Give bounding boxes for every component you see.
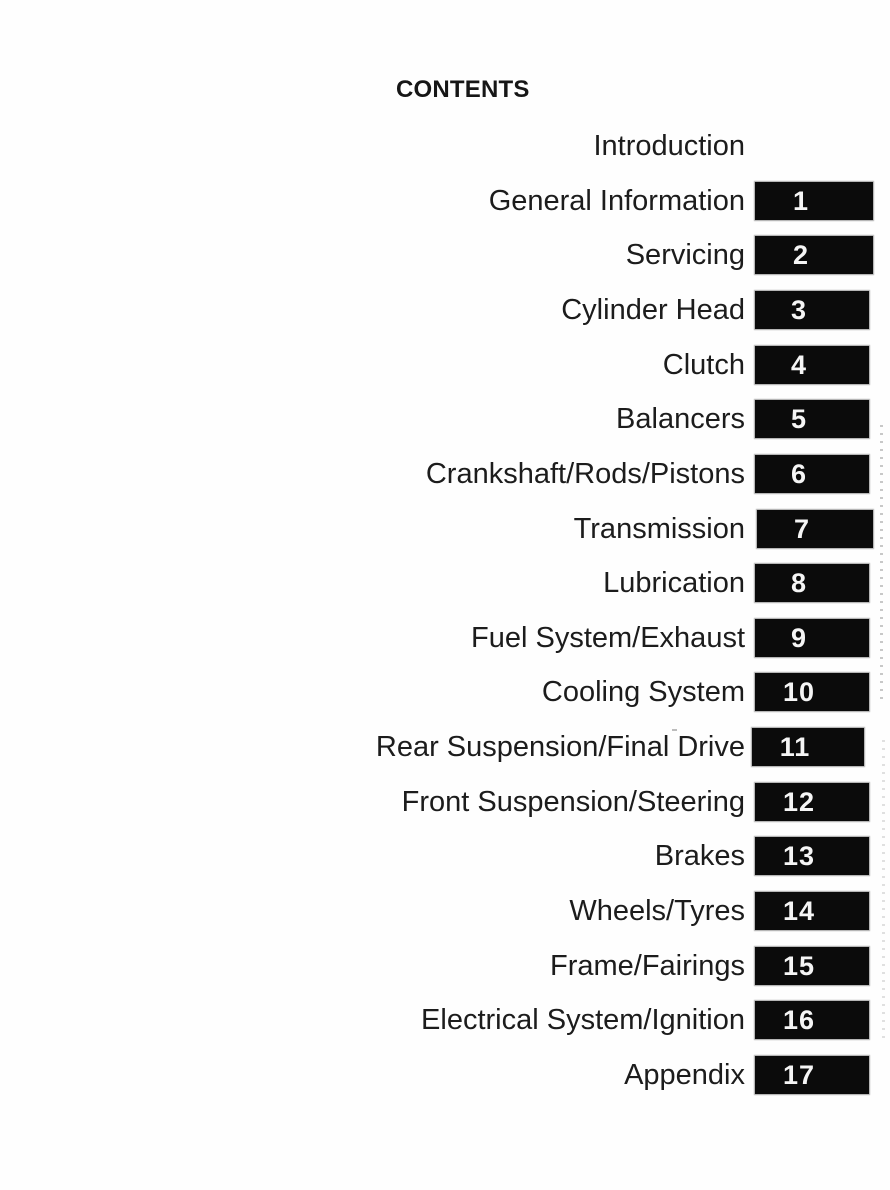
chapter-tab-number: 7 xyxy=(793,513,811,544)
chapter-tab-2 xyxy=(755,236,873,274)
toc-item-label: Fuel System/Exhaust xyxy=(471,622,745,654)
toc-row-cylinder-head xyxy=(0,283,890,337)
chapter-tab-1 xyxy=(755,182,873,220)
toc-item-label: Servicing xyxy=(625,239,745,271)
toc-row-lubrication xyxy=(0,556,890,610)
toc-item-label: Clutch xyxy=(662,349,745,381)
toc-item-label: Appendix xyxy=(624,1059,745,1091)
chapter-tab-3 xyxy=(755,291,869,329)
toc-row-cooling-system xyxy=(0,665,890,719)
toc-row-electrical-system-ignition xyxy=(0,993,890,1047)
page-title: CONTENTS xyxy=(396,76,530,103)
toc-item-label: General Information xyxy=(488,185,745,217)
toc-item-label: Brakes xyxy=(654,840,745,872)
chapter-tab-number: 4 xyxy=(790,349,808,380)
toc-item-label: Front Suspension/Steering xyxy=(401,786,745,818)
chapter-tab-15 xyxy=(755,947,869,985)
toc-item-label: Wheels/Tyres xyxy=(569,895,745,927)
toc-item-label: Crankshaft/Rods/Pistons xyxy=(425,458,745,490)
chapter-tab-6 xyxy=(755,455,869,493)
toc-item-label: Transmission xyxy=(573,513,745,545)
chapter-tab-number: 2 xyxy=(792,239,810,270)
chapter-tab-number: 10 xyxy=(782,676,816,707)
toc-row-front-suspension-steering xyxy=(0,775,890,829)
chapter-tab-number: 8 xyxy=(790,567,808,598)
chapter-tab-14 xyxy=(755,892,869,930)
chapter-tab-16 xyxy=(755,1001,869,1039)
toc-row-servicing xyxy=(0,228,890,282)
toc-item-label: Cooling System xyxy=(541,676,745,708)
toc-item-label: Introduction xyxy=(593,130,745,162)
chapter-tab-12 xyxy=(755,783,869,821)
chapter-tab-number: 11 xyxy=(779,731,811,762)
chapter-tab-number: 12 xyxy=(782,786,816,817)
toc-row-general-information xyxy=(0,174,890,228)
chapter-tab-number: 1 xyxy=(792,185,810,216)
toc-item-label: Balancers xyxy=(616,403,745,435)
toc-row-balancers xyxy=(0,392,890,446)
toc-row-brakes xyxy=(0,829,890,883)
toc-item-label: Lubrication xyxy=(603,567,745,599)
chapter-tab-number: 15 xyxy=(782,950,816,981)
chapter-tab-11 xyxy=(752,728,864,766)
toc-item-label: Frame/Fairings xyxy=(550,950,745,982)
toc-row-appendix xyxy=(0,1048,890,1102)
chapter-tab-number: 13 xyxy=(782,840,816,871)
toc-item-label: Cylinder Head xyxy=(561,294,745,326)
toc-row-rear-suspension-final-drive xyxy=(0,720,890,774)
toc-row-transmission xyxy=(0,502,890,556)
toc-row-fuel-system-exhaust xyxy=(0,611,890,665)
toc-row-frame-fairings xyxy=(0,939,890,993)
chapter-tab-number: 14 xyxy=(782,895,816,926)
chapter-tab-17 xyxy=(755,1056,869,1094)
toc-row-wheels-tyres xyxy=(0,884,890,938)
chapter-tab-number: 6 xyxy=(790,458,808,489)
chapter-tab-13 xyxy=(755,837,869,875)
toc-item-label: Rear Suspension/Final Drive xyxy=(375,731,745,763)
chapter-tab-4 xyxy=(755,346,869,384)
chapter-tab-number: 5 xyxy=(790,403,808,434)
chapter-tab-5 xyxy=(755,400,869,438)
chapter-tab-9 xyxy=(755,619,869,657)
chapter-tab-number: 17 xyxy=(782,1059,816,1090)
chapter-tab-10 xyxy=(755,673,869,711)
toc-row-crankshaft-rods-pistons xyxy=(0,447,890,501)
chapter-tab-number: 9 xyxy=(790,622,808,653)
toc-item-label: Electrical System/Ignition xyxy=(421,1004,745,1036)
chapter-tab-number: 3 xyxy=(790,294,808,325)
chapter-tab-number: 16 xyxy=(782,1004,816,1035)
chapter-tab-7 xyxy=(757,510,873,548)
chapter-tab-8 xyxy=(755,564,869,602)
toc-row-introduction xyxy=(0,119,890,173)
toc-row-clutch xyxy=(0,338,890,392)
